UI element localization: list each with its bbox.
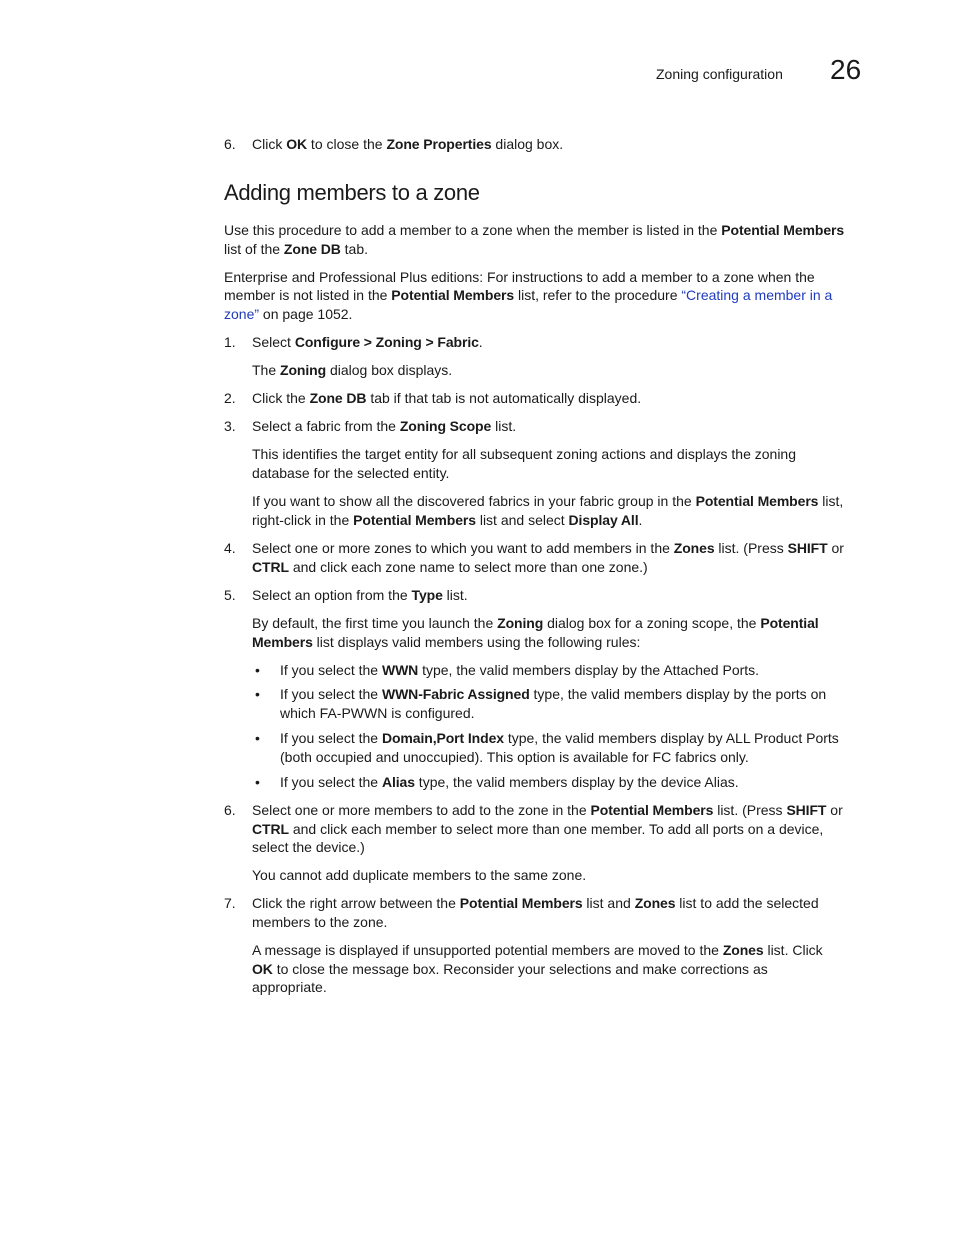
step-text: Click OK to close the Zone Properties dialog box. bbox=[252, 136, 564, 152]
step-note-line: You cannot add duplicate members to the same zone. bbox=[252, 867, 587, 883]
step-number: 2. bbox=[224, 390, 236, 406]
bullet-icon: • bbox=[255, 662, 260, 678]
step-number: 6. bbox=[224, 136, 236, 152]
step-text: Select one or more zones to which you want to add members in the Zones list. (Press SHIFT or bbox=[252, 540, 844, 556]
step-number: 1. bbox=[224, 334, 236, 350]
bullet-icon: • bbox=[255, 774, 260, 790]
step-number: 7. bbox=[224, 895, 236, 911]
intro-paragraph-line: member is not listed in the Potential Members list, refer to the procedure “Creating a member in a bbox=[224, 287, 833, 303]
step-note-line: appropriate. bbox=[252, 979, 327, 995]
step-text: select the device.) bbox=[252, 839, 365, 855]
step-result: The Zoning dialog box displays. bbox=[252, 362, 453, 378]
step-text: CTRL and click each zone name to select more than one zone.) bbox=[252, 559, 648, 575]
list-item: If you select the Alias type, the valid members display by the device Alias. bbox=[280, 774, 739, 790]
page-title: Adding members to a zone bbox=[224, 180, 480, 205]
list-item: If you select the Domain,Port Index type, the valid members display by ALL Product Ports bbox=[280, 730, 839, 746]
intro-paragraph-line: zone” on page 1052. bbox=[224, 306, 353, 322]
step-text: members to the zone. bbox=[252, 914, 388, 930]
cross-reference-link[interactable]: “Creating a member in a bbox=[681, 287, 833, 303]
step-text: Select Configure > Zoning > Fabric. bbox=[252, 334, 483, 350]
step-number: 3. bbox=[224, 418, 236, 434]
list-item: If you select the WWN-Fabric Assigned type, the valid members display by the ports on bbox=[280, 686, 827, 702]
intro-paragraph-line: list of the Zone DB tab. bbox=[224, 241, 369, 257]
step-note-line: A message is displayed if unsupported potential members are moved to the Zones list. Click bbox=[252, 942, 823, 958]
header-chapter-number: 26 bbox=[830, 54, 862, 85]
step-note-line: OK to close the message box. Reconsider your selections and make corrections as bbox=[252, 961, 768, 977]
step-note-line: Members list displays valid members using the following rules: bbox=[252, 634, 641, 650]
step-text: Click the Zone DB tab if that tab is not automatically displayed. bbox=[252, 390, 642, 406]
step-text: Select an option from the Type list. bbox=[252, 587, 468, 603]
step-note-line: If you want to show all the discovered fabrics in your fabric group in the Potential Members list, bbox=[252, 493, 844, 509]
step-note-line: right-click in the Potential Members list and select Display All. bbox=[252, 512, 643, 528]
bullet-icon: • bbox=[255, 686, 260, 702]
bullet-icon: • bbox=[255, 730, 260, 746]
step-number: 4. bbox=[224, 540, 236, 556]
list-item: If you select the WWN type, the valid members display by the Attached Ports. bbox=[280, 662, 760, 678]
step-note-line: By default, the first time you launch the Zoning dialog box for a zoning scope, the Potential bbox=[252, 615, 819, 631]
intro-paragraph-line: Enterprise and Professional Plus editions: For instructions to add a member to a zone when the bbox=[224, 269, 815, 285]
intro-paragraph-line: Use this procedure to add a member to a zone when the member is listed in the Potential Members bbox=[224, 222, 845, 238]
list-item: which FA-PWWN is configured. bbox=[280, 705, 475, 721]
list-item: (both occupied and unoccupied). This option is available for FC fabrics only. bbox=[280, 749, 749, 765]
cross-reference-link[interactable]: zone” bbox=[224, 306, 260, 322]
step-note-line: database for the selected entity. bbox=[252, 465, 450, 481]
step-text: Select a fabric from the Zoning Scope list. bbox=[252, 418, 517, 434]
step-text: Select one or more members to add to the zone in the Potential Members list. (Press SHIFT or bbox=[252, 802, 843, 818]
header-section-title: Zoning configuration bbox=[656, 66, 783, 82]
step-text: Click the right arrow between the Potential Members list and Zones list to add the selected bbox=[252, 895, 819, 911]
step-number: 6. bbox=[224, 802, 236, 818]
step-note-line: This identifies the target entity for all subsequent zoning actions and displays the zoning bbox=[252, 446, 796, 462]
step-number: 5. bbox=[224, 587, 236, 603]
step-text: CTRL and click each member to select more than one member. To add all ports on a device, bbox=[252, 821, 824, 837]
